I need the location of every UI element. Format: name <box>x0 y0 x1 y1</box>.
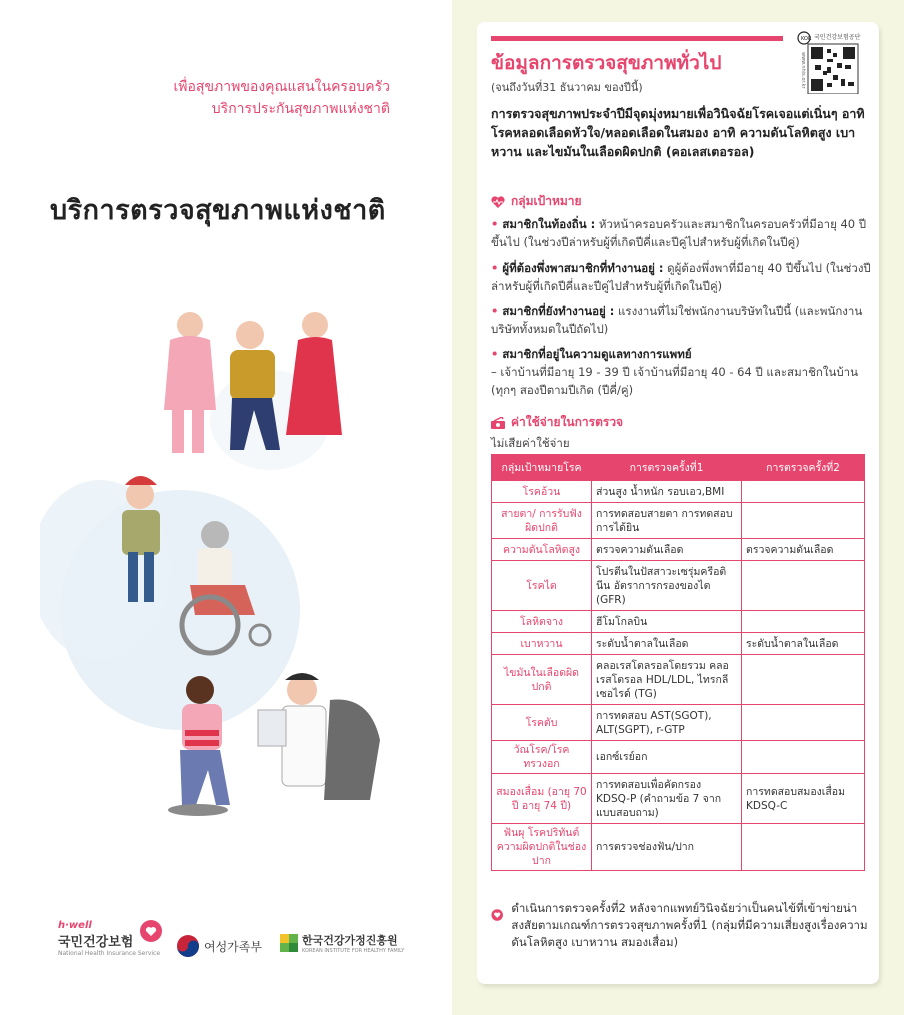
table-cell: สมองเสื่อม (อายุ 70 ปี อายุ 74 ปี) <box>492 774 592 824</box>
target-heading-label: กลุ่มเป้าหมาย <box>511 194 582 208</box>
table-cell: ตรวจความดันเลือด <box>592 539 742 561</box>
tagline-line-2: บริการประกันสุขภาพแห่งชาติ <box>211 101 390 117</box>
table-row <box>492 705 865 741</box>
table-cell: เอกซ์เรย์อก <box>592 741 742 774</box>
qr-label: 국민건강보험공단 <box>814 34 861 41</box>
target-item: • สมาชิกที่อยู่ในความดูแลทางการแพทย์ – เจ้าบ้านที่มีอายุ 19 - 39 ปี เจ้าบ้านที่มีอายุ 40 - 64 ปี และสมาชิกในบ้าน (ทุกๆ สองปีตามปีเกิด (ปีคี่/คู่) <box>491 347 858 397</box>
column-header: กลุ่มเป้าหมายโรค <box>492 455 592 481</box>
table-cell: เบาหวาน <box>492 633 592 655</box>
table-cell: การทดสอบสายตา การทดสอบการได้ยิน <box>592 503 742 539</box>
table-cell <box>742 503 865 539</box>
table-cell: การทดสอบสมองเสื่อม KDSQ-C <box>742 774 865 824</box>
kihf-square-icon <box>280 934 298 952</box>
column-header: การตรวจครั้งที่1 <box>592 455 742 481</box>
table-row <box>492 561 865 611</box>
tagline-line-1: เพื่อสุขภาพของคุณแสนในครอบครัว <box>173 79 390 95</box>
table-cell: โรคไต <box>492 561 592 611</box>
section-title: ข้อมูลการตรวจสุขภาพทั่วไป <box>491 52 722 74</box>
table-row <box>492 741 865 774</box>
table-cell <box>742 655 865 705</box>
table-row <box>492 503 865 539</box>
table-cell: การตรวจช่องฟัน/ปาก <box>592 824 742 871</box>
no-cost-text: ไม่เสียค่าใช้จ่าย <box>491 436 570 450</box>
table-row <box>492 655 865 705</box>
qr-code-block[interactable] <box>796 30 864 94</box>
nhis-heart-icon <box>140 920 162 942</box>
table-cell: สายตา/ การรับฟังผิดปกติ <box>492 503 592 539</box>
right-panel <box>452 0 904 1015</box>
intro-paragraph: การตรวจสุขภาพประจำปีมีจุดมุ่งหมายเพื่อวินิจฉัยโรคเจอแต่เนิ่นๆ อาทิ โรคหลอดเลือดหัวใจ/หลอดเลือดในสมอง อาทิ ความดันโลหิตสูง เบาหวาน และไขมันในเลือดผิดปกติ (คอเลสเตอรอล) <box>491 106 865 159</box>
table-cell <box>742 705 865 741</box>
target-heading <box>491 192 582 211</box>
title-accent-bar <box>491 36 783 41</box>
cost-heading <box>491 413 623 432</box>
qr-url: www.nhis.or.kr <box>800 52 806 89</box>
table-cell: ฮีโมโกลบิน <box>592 611 742 633</box>
table-cell: การทดสอบเพื่อคัดกรอง KDSQ-P (คำถามข้อ 7 จากแบบสอบถาม) <box>592 774 742 824</box>
note-text: ดำเนินการตรวจครั้งที่2 หลังจากแพทย์วินิจฉัยว่าเป็นคนไข้ที่เข้าข่ายน่าสงสัยตามเกณฑ์การตรวจสุขภาพครั้งที่1 (กลุ่มที่มีความเสี่ยงสูงเรื่องความดันโลหิตสูง เบาหวาน สมองเสื่อม) <box>511 901 868 949</box>
cost-heading-label: ค่าใช้จ่ายในการตรวจ <box>511 415 624 429</box>
nhis-logo: h·well 국민건강보험 National Health Insurance Service <box>58 920 161 957</box>
table-cell: วัณโรค/โรคทรวงอก <box>492 741 592 774</box>
table-cell <box>742 824 865 871</box>
table-cell: ส่วนสูง น้ำหนัก รอบเอว,BMI <box>592 481 742 503</box>
table-cell: ความดันโลหิตสูง <box>492 539 592 561</box>
table-row <box>492 611 865 633</box>
table-cell: ระดับน้ำตาลในเลือด <box>592 633 742 655</box>
svg-text:KOR: KOR <box>801 36 812 42</box>
table-row <box>492 824 865 871</box>
target-item: • สมาชิกที่ยังทำงานอยู่ : แรงงานที่ไม่ใช่พนักงานบริษัทในปีนี้ (และพนักงานบริษัททั้งหมดในปีถัดไป) <box>491 304 863 336</box>
taegeuk-icon <box>176 934 200 958</box>
table-cell: โลหิตจาง <box>492 611 592 633</box>
table-cell: โรคอ้วน <box>492 481 592 503</box>
info-card <box>477 22 879 984</box>
tagline <box>174 76 391 120</box>
table-cell: การทดสอบ AST(SGOT), ALT(SGPT), r-GTP <box>592 705 742 741</box>
table-header-row <box>492 455 865 481</box>
table-cell: ไขมันในเลือดผิดปกติ <box>492 655 592 705</box>
cost-icon <box>491 417 505 429</box>
family-illustration <box>40 290 420 890</box>
table-cell <box>742 481 865 503</box>
table-cell <box>742 741 865 774</box>
column-header: การตรวจครั้งที่2 <box>742 455 865 481</box>
table-cell: โปรตีนในปัสสาวะเซรุ่มครีอตินีน อัตราการกรองของไต (GFR) <box>592 561 742 611</box>
heartbeat-icon <box>491 196 505 208</box>
table-cell: โรคตับ <box>492 705 592 741</box>
target-item: • สมาชิกในท้องถิ่น : หัวหน้าครอบครัวและสมาชิกในครอบครัวที่มีอายุ 40 ปีขึ้นไป (ในช่วงปีล่าหรับผู้ที่เกิดปีคี่และปีคู่ไปสำหรับผู้ที่เกิดในปีคู่) <box>491 217 867 249</box>
table-cell: ระดับน้ำตาลในเลือด <box>742 633 865 655</box>
doctor-consultation-illustration <box>168 673 380 816</box>
table-cell <box>742 611 865 633</box>
target-item: • ผู้ที่ต้องพึ่งพาสมาชิกที่ทำงานอยู่ : ดูผู้ต้องพึ่งพาที่มีอายุ 40 ปีขึ้นไป (ในช่วงปีล่าหรับผู้ที่เกิดปีคี่และปีคู่ไปสำหรับผู้ที่เกิดในปีคู่) <box>491 261 871 293</box>
table-row <box>492 633 865 655</box>
kihf-logo: 한국건강가정진흥원 KOREAN INSTITUTE FOR HEALTHY FAMILY <box>280 932 404 954</box>
table-row <box>492 539 865 561</box>
section-subtitle: (จนถึงวันที่31 ธันวาคม ของปีนี้) <box>491 81 643 94</box>
page-title: บริการตรวจสุขภาพแห่งชาติ <box>50 195 386 226</box>
table-cell: ตรวจความดันเลือด <box>742 539 865 561</box>
table-cell <box>742 561 865 611</box>
table-row <box>492 774 865 824</box>
partner-logos <box>58 920 418 970</box>
checkup-table <box>491 454 865 871</box>
table-row <box>492 481 865 503</box>
mogef-logo: 여성가족부 <box>176 934 262 958</box>
table-cell: ฟันผุ โรคปริทันต์ ความผิดปกติในช่องปาก <box>492 824 592 871</box>
note-box <box>491 900 871 951</box>
heart-speech-icon <box>491 900 503 930</box>
table-cell: คลอเรสโตลรอลโดยรวม คลอเรสโตรอล HDL/LDL, ไทรกลีเซอไรด์ (TG) <box>592 655 742 705</box>
